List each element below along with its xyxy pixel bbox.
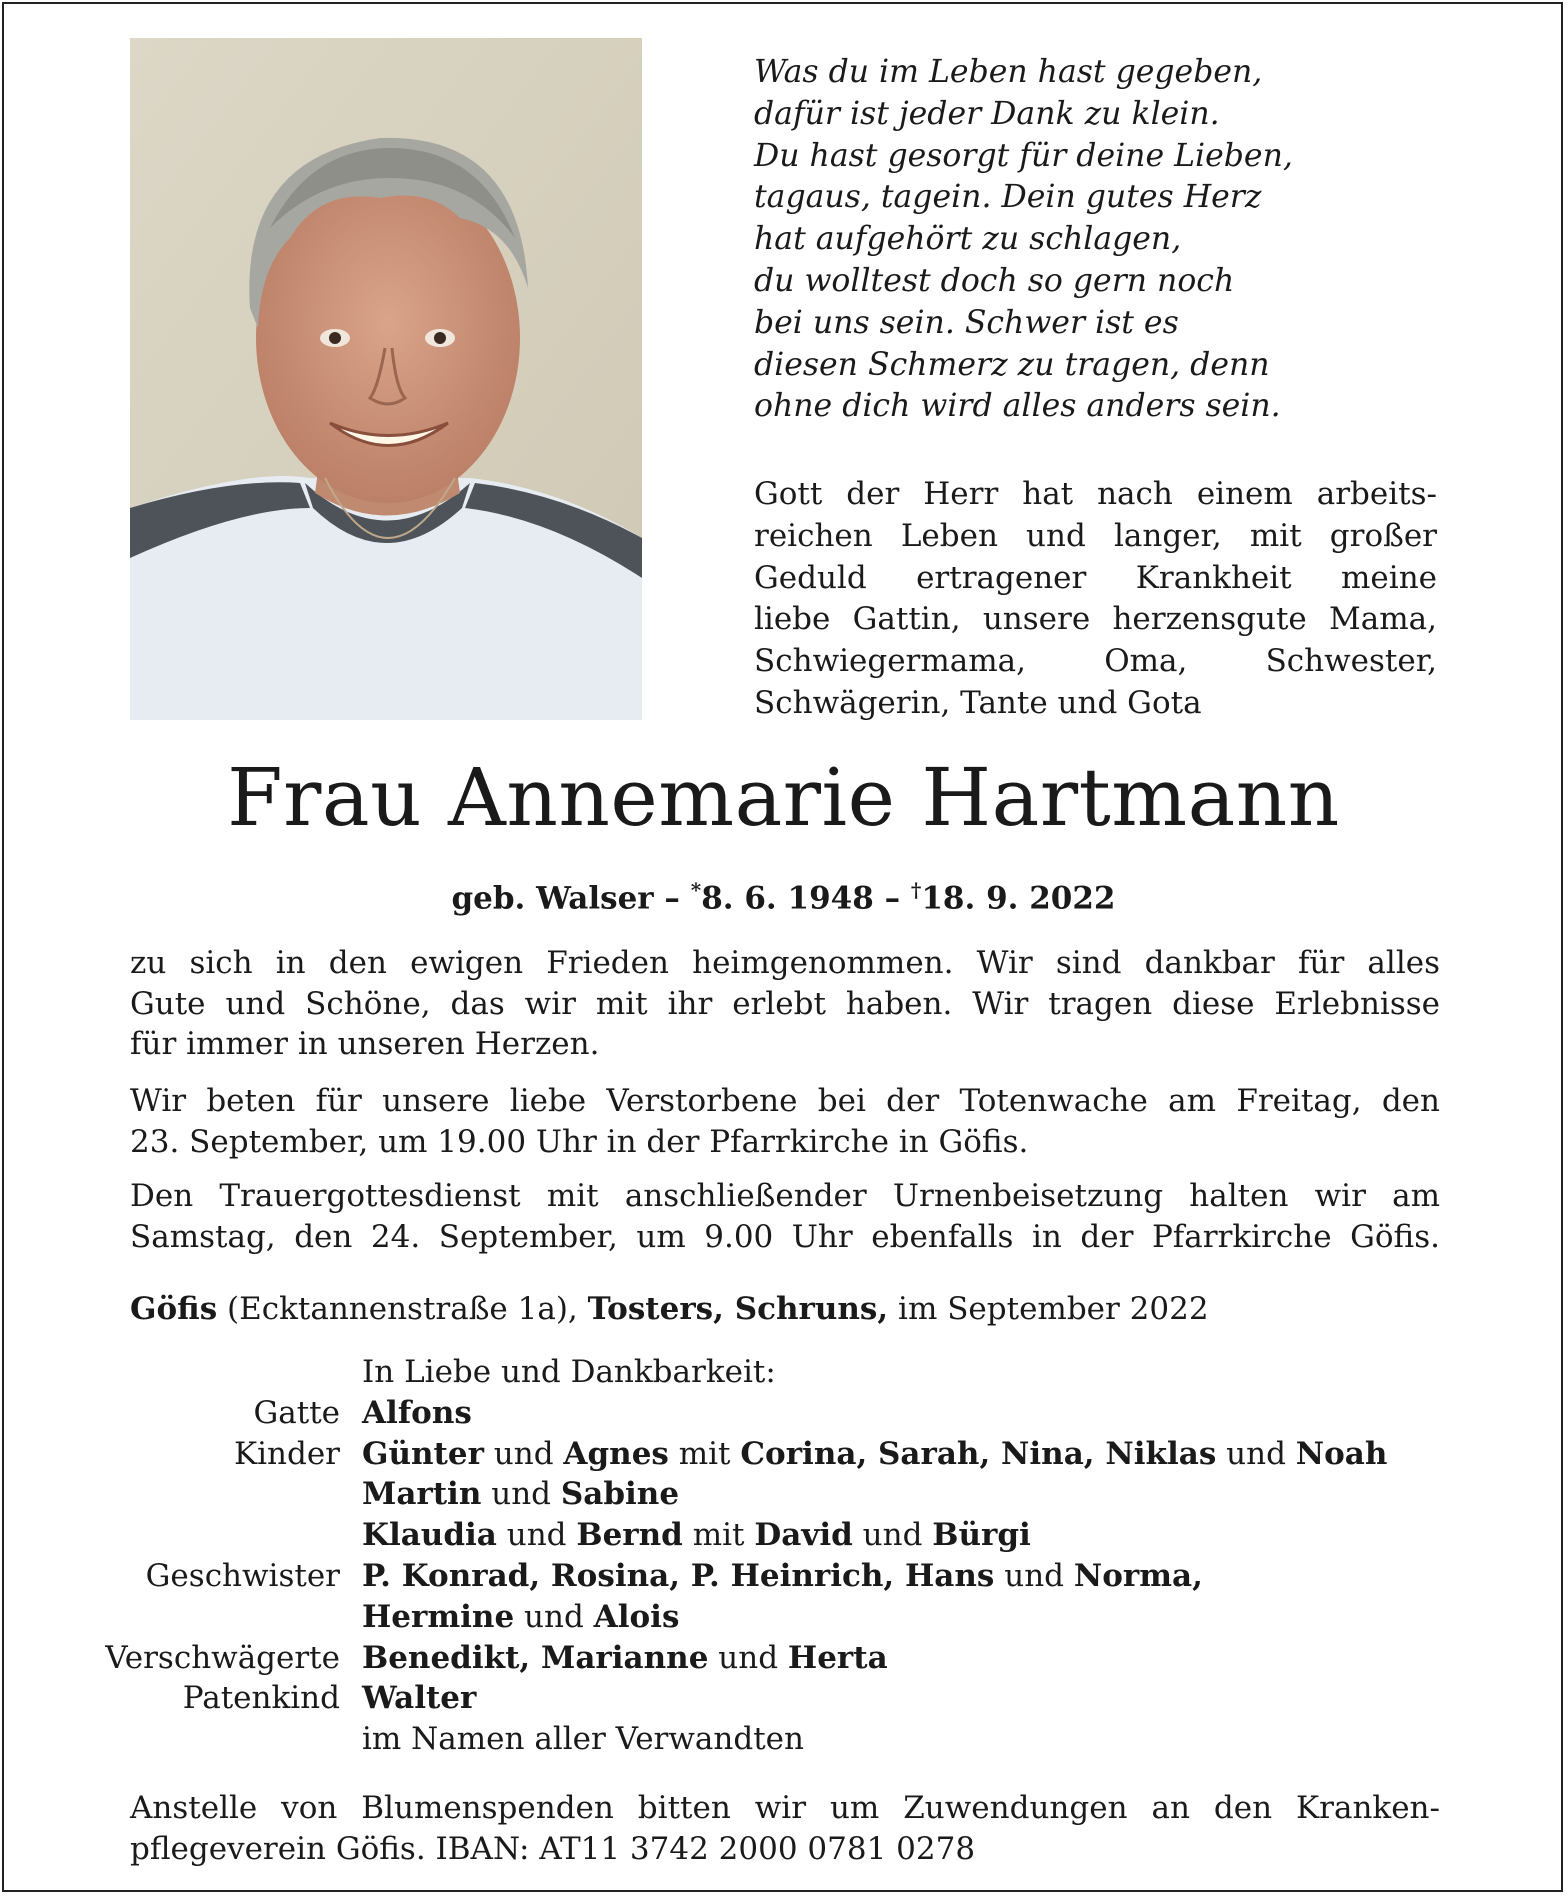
family-outro-row <box>0 1719 1567 1760</box>
family-connector: und <box>708 1639 788 1676</box>
paragraph-wake <box>130 1081 1440 1162</box>
poem-line: Du hast gesorgt für deine Lieben, <box>754 137 1293 174</box>
family-row <box>0 1556 1567 1597</box>
family-members <box>362 1597 679 1638</box>
place-towns: Tosters, Schruns, <box>587 1291 889 1327</box>
poem-line: ohne dich wird alles anders sein. <box>754 388 1281 425</box>
donation-note <box>130 1788 1440 1870</box>
family-member-name: Klaudia <box>362 1517 497 1554</box>
family-outro: im Namen aller Verwandten <box>362 1721 804 1758</box>
separator: – <box>653 880 691 917</box>
poem-line: Was du im Leben hast gegeben, <box>754 54 1263 90</box>
poem-line: du wolltest doch so gern noch <box>754 262 1235 299</box>
family-connector: mit <box>668 1435 741 1472</box>
life-dates <box>0 870 1567 918</box>
family-member-name: Walter <box>362 1680 477 1717</box>
poem-line: hat aufgehört zu schlagen, <box>754 221 1182 258</box>
announcement <box>754 474 1437 725</box>
family-relation-label: Verschwägerte <box>105 1639 340 1676</box>
announcement-line: reichen Leben und langer, mit großer <box>754 517 1437 554</box>
death-symbol: † <box>910 878 922 902</box>
family-connector: und <box>483 1435 564 1472</box>
family-relation-label: Geschwister <box>145 1557 340 1594</box>
place-address: (Ecktannenstraße 1a), <box>217 1291 588 1327</box>
portrait-illustration <box>130 38 642 720</box>
paragraph-line: für immer in unseren Herzen. <box>130 1026 600 1062</box>
paragraph-line: 23. September, um 19.00 Uhr in der Pfarrkirche in Göfis. <box>130 1123 1029 1160</box>
family-member-name: Alfons <box>362 1394 472 1431</box>
poem-line: diesen Schmerz zu tragen, denn <box>754 346 1270 383</box>
family-relation-label: Kinder <box>233 1435 340 1472</box>
family-members <box>362 1393 472 1434</box>
family-member-name: P. Konrad, Rosina, P. Heinrich, Hans <box>362 1557 995 1594</box>
poem-line: dafür ist jeder Dank zu klein. <box>754 95 1220 132</box>
paragraph-line: zu sich in den ewigen Frieden heimgenommen. Wir sind dankbar für alles <box>130 945 1440 981</box>
place-and-date <box>130 1289 1440 1330</box>
family-relation-label: Gatte <box>253 1394 340 1431</box>
poem-line: bei uns sein. Schwer ist es <box>754 304 1179 341</box>
family-connector: und <box>994 1557 1074 1594</box>
family-members <box>362 1515 1031 1556</box>
family-members <box>362 1678 476 1719</box>
family-connector: und <box>1216 1435 1296 1472</box>
family-member-name: Corina, Sarah, Nina, Niklas <box>740 1435 1217 1472</box>
donation-line: Anstelle von Blumenspenden bitten wir um Zuwendungen an den Kranken- <box>130 1790 1440 1826</box>
donation-line: pflegeverein Göfis. IBAN: AT11 3742 2000 0781 0278 <box>130 1831 976 1867</box>
family-member-name: Martin <box>362 1476 482 1513</box>
place-town: Göfis <box>130 1291 218 1327</box>
family-member-name: Noah <box>1295 1435 1388 1472</box>
family-connector: und <box>514 1598 594 1635</box>
family-row <box>0 1393 1567 1434</box>
paragraph-funeral <box>130 1176 1440 1257</box>
family-relation-label: Patenkind <box>182 1680 340 1717</box>
poem-line: tagaus, tagein. Dein gutes Herz <box>754 179 1262 216</box>
family-member-name: David <box>754 1517 853 1554</box>
family-intro-row <box>0 1352 1567 1393</box>
death-date: 18. 9. 2022 <box>921 880 1116 917</box>
family-intro: In Liebe und Dankbarkeit: <box>362 1354 776 1390</box>
paragraph-line: Samstag, den 24. September, um 9.00 Uhr ebenfalls in der Pfarrkirche Göfis. <box>130 1218 1440 1255</box>
family-connector: und <box>496 1517 577 1554</box>
family-connector: und <box>481 1476 561 1513</box>
portrait-photo <box>130 38 642 720</box>
family-members <box>362 1556 1203 1597</box>
announcement-line: Gott der Herr hat nach einem arbeits- <box>754 476 1437 512</box>
family-row <box>0 1474 1567 1515</box>
poem <box>754 52 1434 428</box>
family-row <box>0 1638 1567 1679</box>
family-member-name: Agnes <box>563 1435 669 1472</box>
family-members <box>362 1434 1387 1475</box>
family-member-name: Günter <box>362 1435 484 1472</box>
announcement-line: Schwägerin, Tante und Gota <box>754 684 1202 721</box>
family-member-name: Herta <box>787 1639 888 1676</box>
announcement-line: liebe Gattin, unsere herzensgute Mama, <box>754 601 1437 638</box>
family-member-name: Sabine <box>560 1476 680 1513</box>
family-row <box>0 1678 1567 1719</box>
family-member-name: Hermine <box>362 1598 515 1635</box>
family-members <box>362 1474 679 1515</box>
family-row <box>0 1597 1567 1638</box>
deceased-name: Frau Annemarie Hartmann <box>227 751 1340 844</box>
family-connector: mit <box>682 1517 755 1554</box>
birth-symbol: * <box>690 878 702 902</box>
family-member-name: Bürgi <box>932 1517 1031 1554</box>
place-date: im September 2022 <box>888 1291 1209 1327</box>
announcement-line: Geduld ertragener Krankheit meine <box>754 559 1437 596</box>
separator: – <box>873 880 911 917</box>
family-member-name: Benedikt, Marianne <box>362 1639 709 1676</box>
birth-date: 8. 6. 1948 <box>701 880 874 917</box>
announcement-line: Schwiegermama, Oma, Schwester, <box>754 643 1437 680</box>
paragraph-line: Den Trauergottesdienst mit anschließender Urnenbeisetzung halten wir am <box>130 1178 1440 1214</box>
paragraph-peace <box>130 943 1440 1065</box>
paragraph-line: Wir beten für unsere liebe Verstorbene bei der Totenwache am Freitag, den <box>130 1083 1440 1119</box>
maiden-name: geb. Walser <box>451 880 654 917</box>
family-row <box>0 1515 1567 1556</box>
family-connector: und <box>852 1517 933 1554</box>
paragraph-line: Gute und Schöne, das wir mit ihr erlebt haben. Wir tragen diese Erlebnisse <box>130 985 1440 1022</box>
family-member-name: Alois <box>593 1598 680 1635</box>
family-members <box>362 1638 888 1679</box>
family-member-name: Bernd <box>576 1517 683 1554</box>
family-row <box>0 1434 1567 1475</box>
family-member-name: Norma, <box>1073 1557 1203 1594</box>
family-list <box>0 1352 1567 1760</box>
